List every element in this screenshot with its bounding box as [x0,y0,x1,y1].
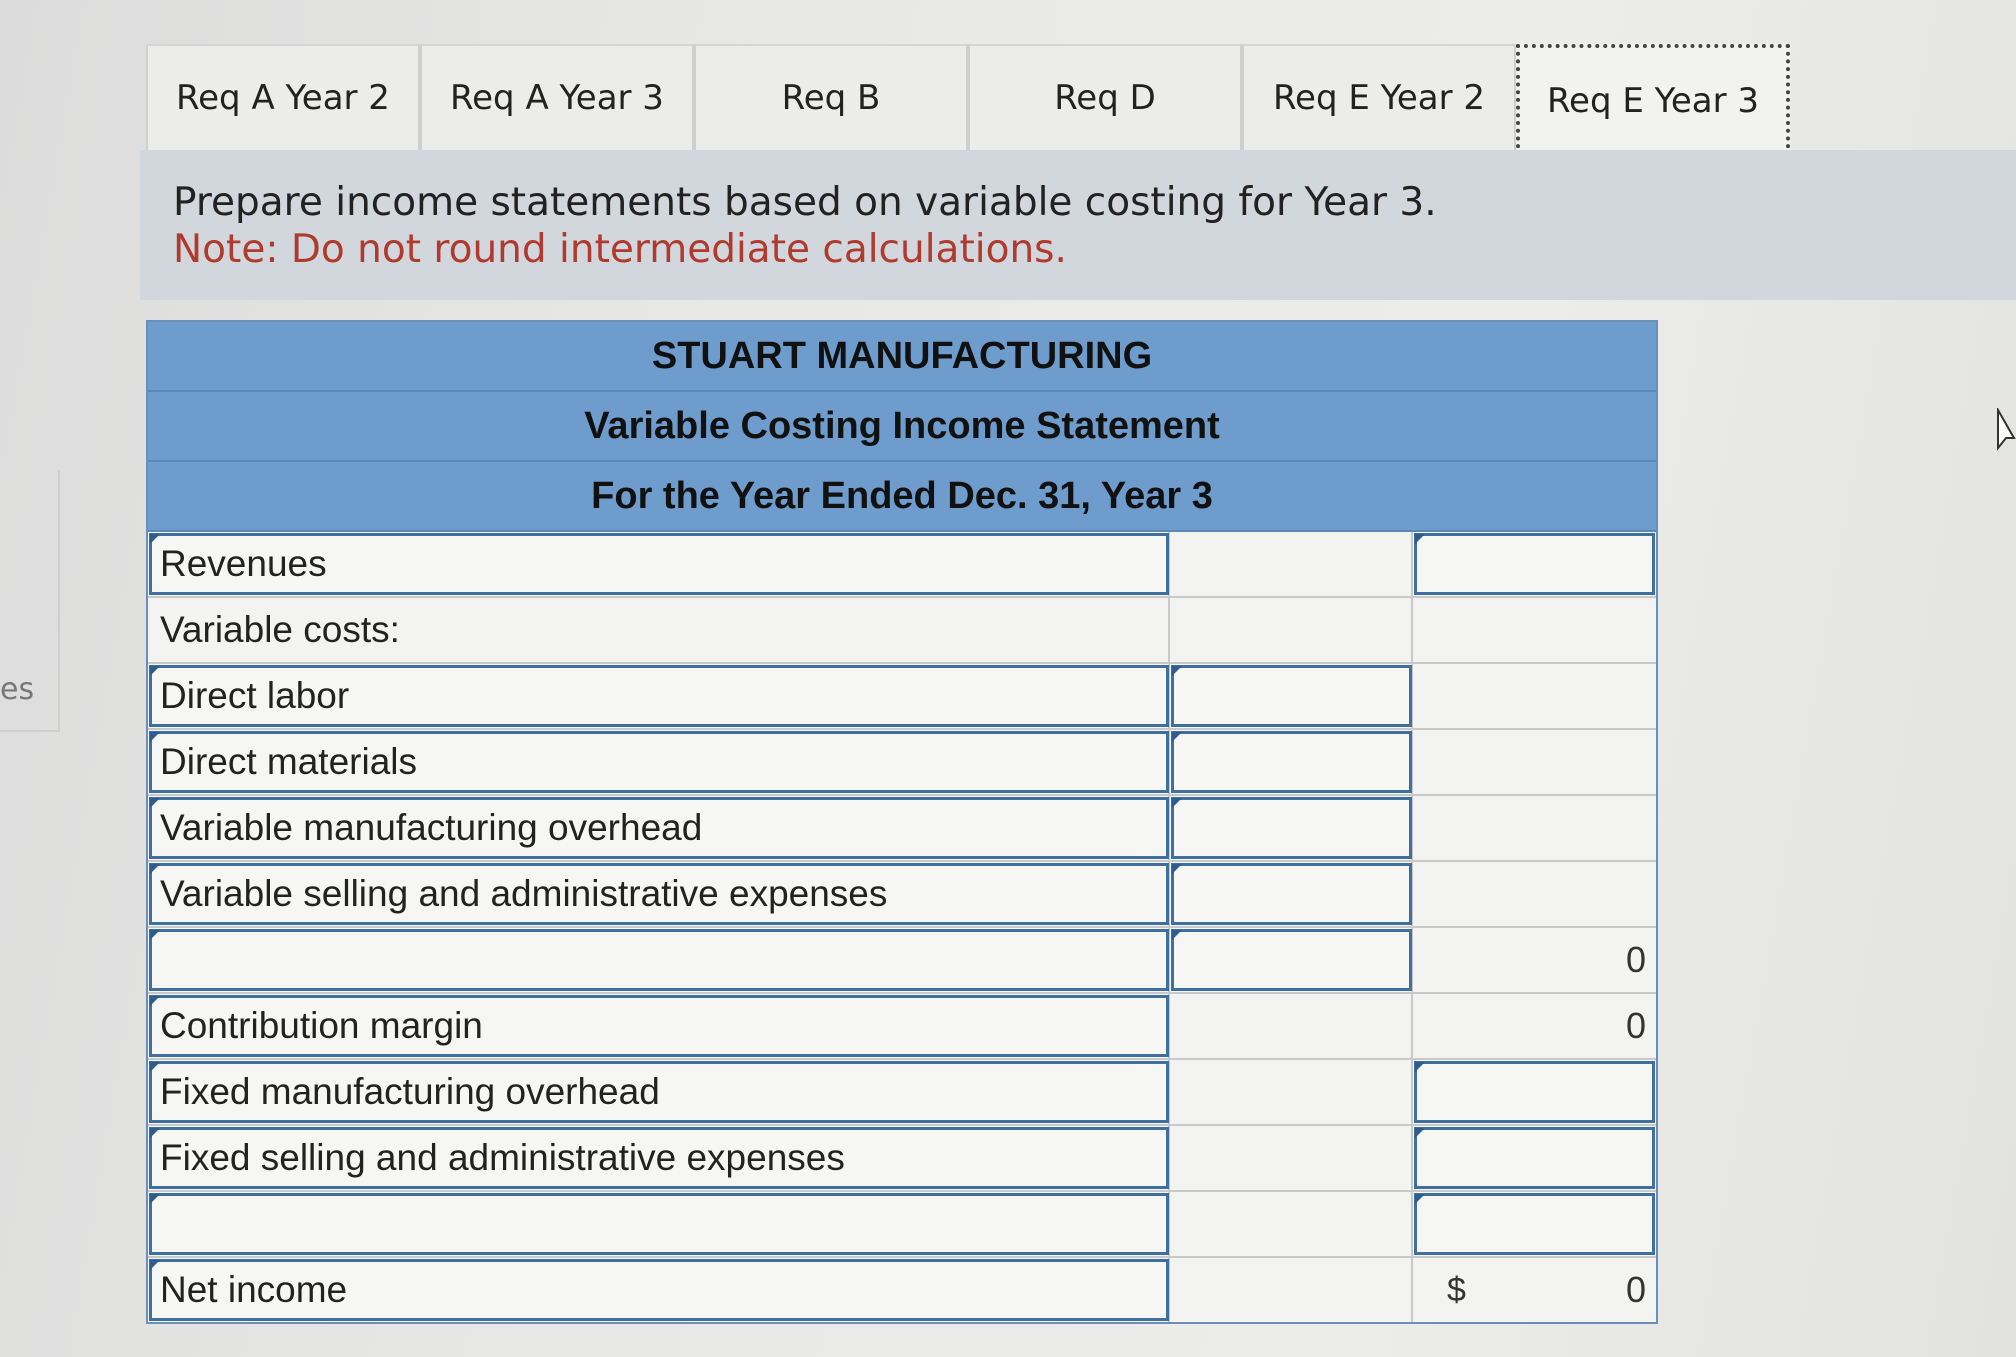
table-row [148,532,1656,598]
instruction-text: Prepare income statements based on variable costing for Year 3. [173,180,1437,225]
statement-company: STUART MANUFACTURING [148,322,1656,392]
tab-req-e-year-3[interactable]: Req E Year 3 [1516,44,1790,156]
variable-costs-label: Variable costs: [148,598,1170,662]
blank-fixed-label-input[interactable] [148,1192,1170,1256]
net-income-value: 0 [1625,1269,1646,1310]
fixed-sga-amount-input[interactable] [1413,1126,1656,1190]
fixed-mfg-overhead-amount-input[interactable] [1413,1060,1656,1124]
instruction-note: Note: Do not round intermediate calculations. [173,227,1067,272]
statement-title: Variable Costing Income Statement [148,392,1656,462]
instruction-panel [140,150,2016,300]
net-income-label-input[interactable]: Net income [148,1258,1170,1322]
table-row [148,796,1656,862]
statement-period: For the Year Ended Dec. 31, Year 3 [148,462,1656,532]
tab-bar [146,44,1790,152]
variable-mfg-overhead-amount-input[interactable] [1170,796,1413,860]
table-row [148,1192,1656,1258]
mouse-cursor-icon [1996,408,2016,452]
direct-labor-amount-input[interactable] [1170,664,1413,728]
variable-mfg-overhead-label-input[interactable]: Variable manufacturing overhead [148,796,1170,860]
fixed-sga-col2 [1170,1126,1413,1190]
fixed-sga-label-input[interactable]: Fixed selling and administrative expenses [148,1126,1170,1190]
revenues-label-input[interactable]: Revenues [148,532,1170,596]
tab-req-e-year-2[interactable]: Req E Year 2 [1242,44,1516,150]
blank-fixed-col2 [1170,1192,1413,1256]
contribution-margin-col2 [1170,994,1413,1058]
tab-req-d[interactable]: Req D [968,44,1242,150]
blank-amount-input[interactable] [1170,928,1413,992]
net-income-col2 [1170,1258,1413,1322]
table-row [148,664,1656,730]
currency-symbol: $ [1447,1270,1466,1309]
blank-fixed-amount-input[interactable] [1413,1192,1656,1256]
table-row [148,994,1656,1060]
total-variable-costs-value: 0 [1625,939,1646,980]
table-row [148,862,1656,928]
direct-materials-col3 [1413,730,1656,794]
income-statement-table [146,320,1658,1324]
table-row [148,1060,1656,1126]
fixed-mfg-overhead-label-input[interactable]: Fixed manufacturing overhead [148,1060,1170,1124]
blank-label-input[interactable] [148,928,1170,992]
table-row [148,730,1656,796]
revenues-amount-input[interactable] [1413,532,1656,596]
revenues-col2 [1170,532,1413,596]
table-row [148,928,1656,994]
variable-sga-amount-input[interactable] [1170,862,1413,926]
variable-costs-col3 [1413,598,1656,662]
tab-req-a-year-3[interactable]: Req A Year 3 [420,44,694,150]
direct-labor-label-input[interactable]: Direct labor [148,664,1170,728]
direct-materials-label-input[interactable]: Direct materials [148,730,1170,794]
fixed-mfg-overhead-col2 [1170,1060,1413,1124]
contribution-margin-value: 0 [1625,1005,1646,1046]
net-income-value-cell [1413,1258,1656,1322]
direct-labor-col3 [1413,664,1656,728]
table-row [148,1258,1656,1322]
variable-sga-label-input[interactable]: Variable selling and administrative expenses [148,862,1170,926]
variable-mfg-overhead-col3 [1413,796,1656,860]
side-text: es [0,672,35,707]
direct-materials-amount-input[interactable] [1170,730,1413,794]
tab-req-a-year-2[interactable]: Req A Year 2 [146,44,420,150]
tab-req-b[interactable]: Req B [694,44,968,150]
table-row [148,598,1656,664]
variable-sga-col3 [1413,862,1656,926]
contribution-margin-label-input[interactable]: Contribution margin [148,994,1170,1058]
table-row [148,1126,1656,1192]
variable-costs-col2 [1170,598,1413,662]
